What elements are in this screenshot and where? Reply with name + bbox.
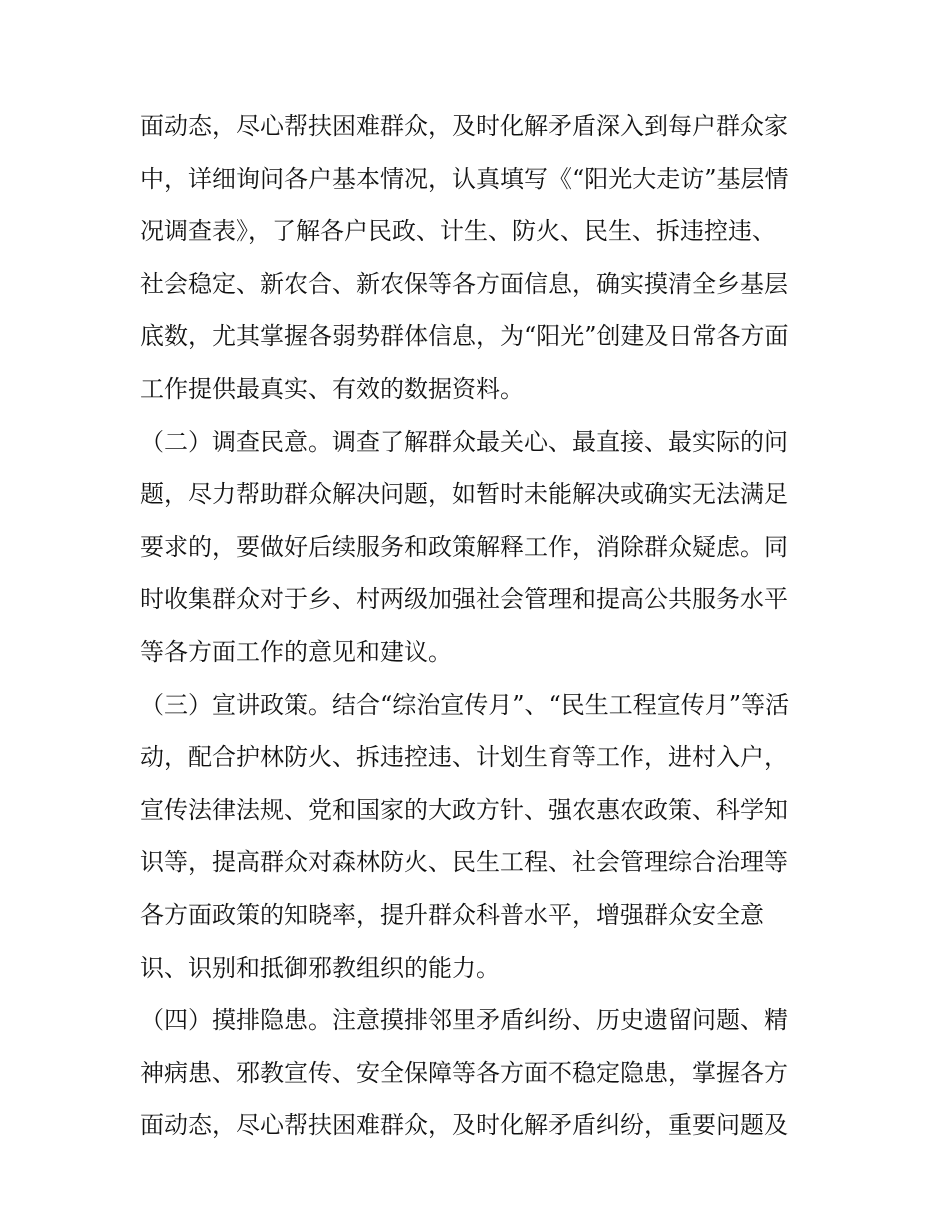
text-line: 识等，提高群众对森林防火、民生工程、社会管理综合治理等 <box>140 848 788 877</box>
text-line: 题，尽力帮助群众解决问题，如暂时未能解决或确实无法满足 <box>140 480 788 509</box>
text-line: 工作提供最真实、有效的数据资料。 <box>140 374 524 403</box>
text-line: 等各方面工作的意见和建议。 <box>140 637 452 666</box>
text-line: （三）宣讲政策。结合“综治宣传月”、“民生工程宣传月”等活 <box>140 690 790 719</box>
text-line: 况调查表》，了解各户民政、计生、防火、民生、拆违控违、 <box>140 217 776 246</box>
text-line: 中，详细询问各户基本情况，认真填写《“阳光大走访”基层情 <box>140 164 789 193</box>
text-line: 面动态，尽心帮扶困难群众，及时化解矛盾纠纷，重要问题及 <box>140 1111 788 1140</box>
text-line: （四）摸排隐患。注意摸排邻里矛盾纠纷、历史遗留问题、精 <box>140 1006 788 1035</box>
body-text <box>140 100 830 1152</box>
text-line: 底数，尤其掌握各弱势群体信息，为“阳光”创建及日常各方面 <box>140 322 789 351</box>
text-line: 时收集群众对于乡、村两级加强社会管理和提高公共服务水平 <box>140 585 788 614</box>
text-line: （二）调查民意。调查了解群众最关心、最直接、最实际的问 <box>140 427 788 456</box>
text-line: 面动态，尽心帮扶困难群众，及时化解矛盾深入到每户群众家 <box>140 112 788 140</box>
text-line: 各方面政策的知晓率，提升群众科普水平，增强群众安全意 <box>140 900 764 929</box>
text-line: 宣传法律法规、党和国家的大政方针、强农惠农政策、科学知 <box>140 795 788 824</box>
text-line: 动，配合护林防火、拆违控违、计划生育等工作，进村入户， <box>140 743 788 772</box>
text-line: 社会稳定、新农合、新农保等各方面信息，确实摸清全乡基层 <box>140 269 788 298</box>
text-line: 识、识别和抵御邪教组织的能力。 <box>140 953 500 982</box>
text-line: 神病患、邪教宣传、安全保障等各方面不稳定隐患，掌握各方 <box>140 1058 788 1087</box>
text-line: 要求的，要做好后续服务和政策解释工作，消除群众疑虑。同 <box>140 532 788 561</box>
